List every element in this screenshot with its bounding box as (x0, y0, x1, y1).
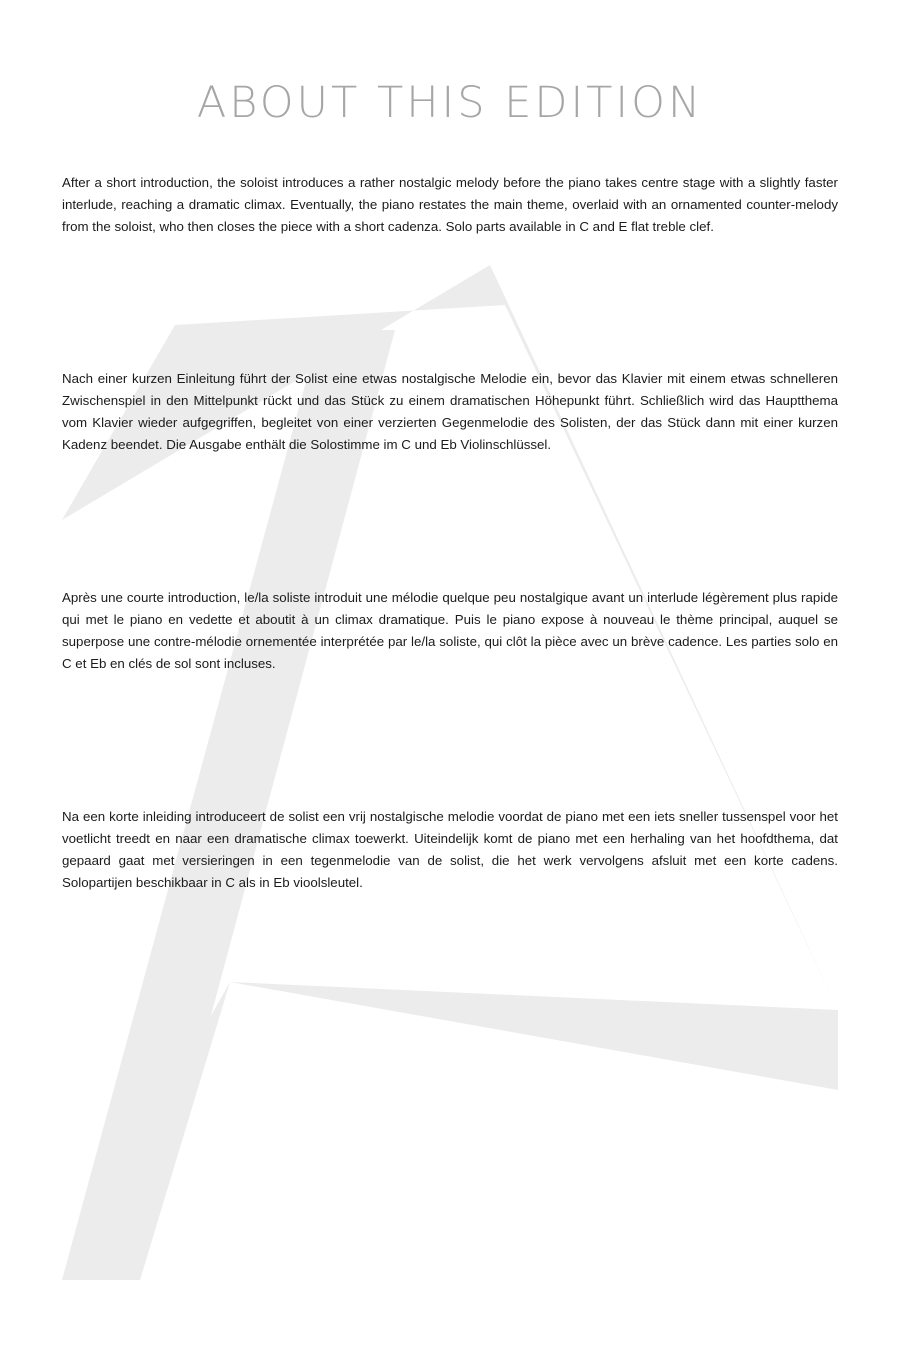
paragraph-dutch: Na een korte inleiding introduceert de solist een vrij nostalgische melodie voordat de piano met een iets sneller tussenspel voor het voetlicht treedt en naar een dramatische climax toewerkt. Uiteindelijk komt de piano met een herhaling van het hoofdthema, dat gepaard gaat met versieringen in een tegenmelodie van de solist, die het werk vervolgens afsluit met een korte cadens. Solopartijen beschikbaar in C als in Eb vioolsleutel. (62, 809, 838, 890)
page-title: ABOUT THIS EDITION (196, 78, 704, 128)
paragraph-german: Nach einer kurzen Einleitung führt der Solist eine etwas nostalgische Melodie ein, bevor das Klavier mit einem etwas schnelleren Zwischenspiel in den Mittelpunkt rückt und das Stück zu einem dramatischen Höhepunkt führt. Schließlich wird das Hauptthema vom Klavier wieder aufgegriffen, begleitet von einer verzierten Gegenmelodie des Solisten, der das Stück dann mit einer kurzen Kadenz beendet. Die Ausgabe enthält die Solostimme im C und Eb Violinschlüssel. (62, 371, 838, 452)
paragraph-french: Après une courte introduction, le/la soliste introduit une mélodie quelque peu nostalgique avant un interlude légèrement plus rapide qui met le piano en vedette et aboutit à un climax dramatique. Puis le piano expose à nouveau le thème principal, auquel se superpose une contre-mélodie ornementée interprétée par le/la soliste, qui clôt la pièce avec un brève cadence. Les parties solo en C et Eb en clés de sol sont incluses. (62, 590, 838, 671)
paragraph-english: After a short introduction, the soloist introduces a rather nostalgic melody before the piano takes centre stage with a slightly faster interlude, reaching a dramatic climax. Eventually, the piano restates the main theme, overlaid with an ornamented counter-melody from the soloist, who then closes the piece with a short cadenza. Solo parts available in C and E flat treble clef. (62, 175, 838, 234)
